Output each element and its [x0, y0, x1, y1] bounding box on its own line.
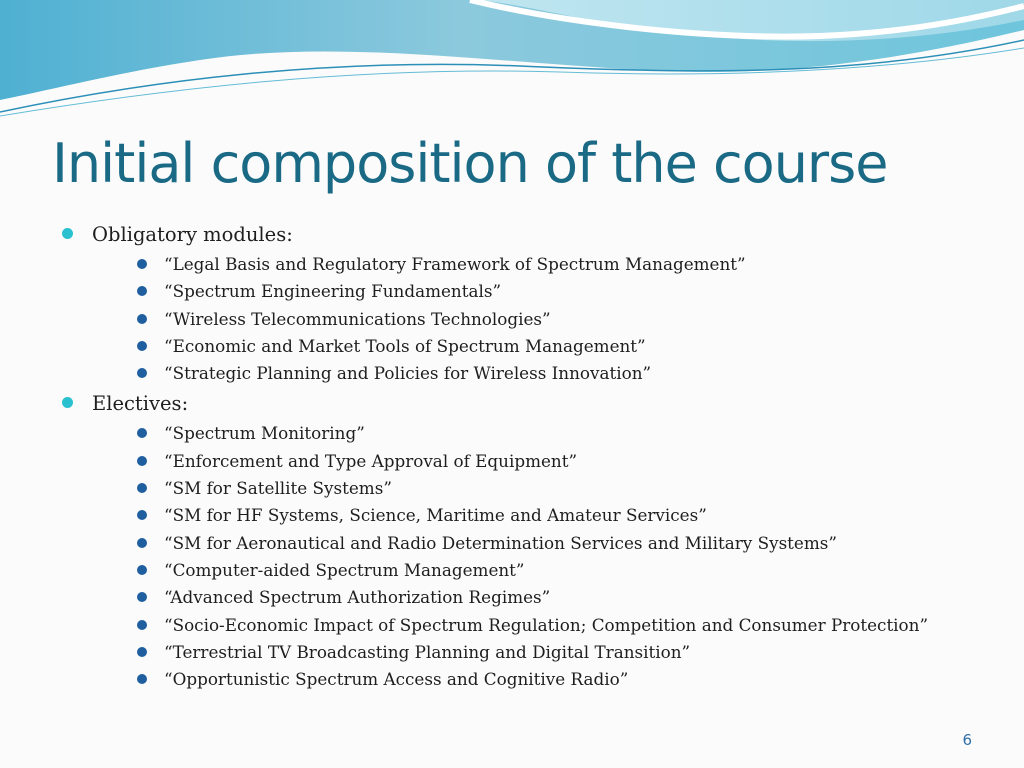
bullet-icon	[137, 565, 147, 575]
module-name: “Spectrum Engineering Fundamentals”	[164, 281, 502, 302]
bullet-icon	[137, 647, 147, 657]
bullet-icon	[137, 428, 147, 438]
section-list	[60, 220, 990, 693]
bullet-icon	[137, 483, 147, 493]
module-name: “SM for Aeronautical and Radio Determination Services and Military Systems”	[164, 532, 837, 553]
bullet-icon	[62, 397, 73, 408]
bullet-icon	[137, 620, 147, 630]
bullet-icon	[137, 368, 147, 378]
list-item	[92, 333, 990, 360]
section-label: Obligatory modules:	[92, 223, 293, 246]
bullet-icon	[137, 314, 147, 324]
module-name: “Socio-Economic Impact of Spectrum Regulation; Competition and Consumer Protection”	[164, 614, 929, 635]
header-wave-decoration	[0, 0, 1024, 120]
module-name: “Terrestrial TV Broadcasting Planning and Digital Transition”	[164, 641, 691, 662]
bullet-icon	[62, 228, 73, 239]
module-name: “Opportunistic Spectrum Access and Cognitive Radio”	[164, 669, 629, 690]
module-name: “Advanced Spectrum Authorization Regimes”	[164, 587, 551, 608]
bullet-icon	[137, 286, 147, 296]
list-item	[92, 639, 990, 666]
page-number: 6	[962, 731, 972, 749]
module-name: “Strategic Planning and Policies for Wireless Innovation”	[164, 363, 652, 384]
list-item	[92, 360, 990, 387]
bullet-icon	[137, 341, 147, 351]
list-item	[92, 251, 990, 278]
list-item	[92, 557, 990, 584]
slide-content	[60, 220, 990, 693]
list-item	[92, 306, 990, 333]
module-name: “SM for HF Systems, Science, Maritime and Amateur Services”	[164, 505, 707, 526]
list-item	[92, 475, 990, 502]
module-name: “SM for Satellite Systems”	[164, 478, 392, 499]
list-item	[92, 612, 990, 639]
module-name: “Computer-aided Spectrum Management”	[164, 559, 525, 580]
section-label: Electives:	[92, 392, 189, 416]
bullet-icon	[137, 510, 147, 520]
module-name: “Spectrum Monitoring”	[164, 423, 365, 444]
list-item	[92, 420, 990, 447]
module-name: “Legal Basis and Regulatory Framework of Spectrum Management”	[164, 254, 746, 274]
bullet-icon	[137, 538, 147, 548]
list-item	[92, 584, 990, 611]
module-name: “Wireless Telecommunications Technologies”	[164, 308, 551, 329]
list-item	[92, 502, 990, 529]
list-item	[92, 278, 990, 305]
module-name: “Enforcement and Type Approval of Equipment”	[164, 450, 578, 471]
slide-title: Initial composition of the course	[52, 132, 888, 195]
list-item	[92, 666, 990, 693]
bullet-icon	[137, 674, 147, 684]
section-electives	[60, 389, 990, 693]
bullet-icon	[137, 592, 147, 602]
module-list	[92, 251, 990, 387]
bullet-icon	[137, 456, 147, 466]
module-list	[92, 420, 990, 693]
bullet-icon	[137, 259, 147, 269]
module-name: “Economic and Market Tools of Spectrum Management”	[164, 335, 646, 356]
section-obligatory	[60, 220, 990, 387]
list-item	[92, 530, 990, 557]
list-item	[92, 448, 990, 475]
